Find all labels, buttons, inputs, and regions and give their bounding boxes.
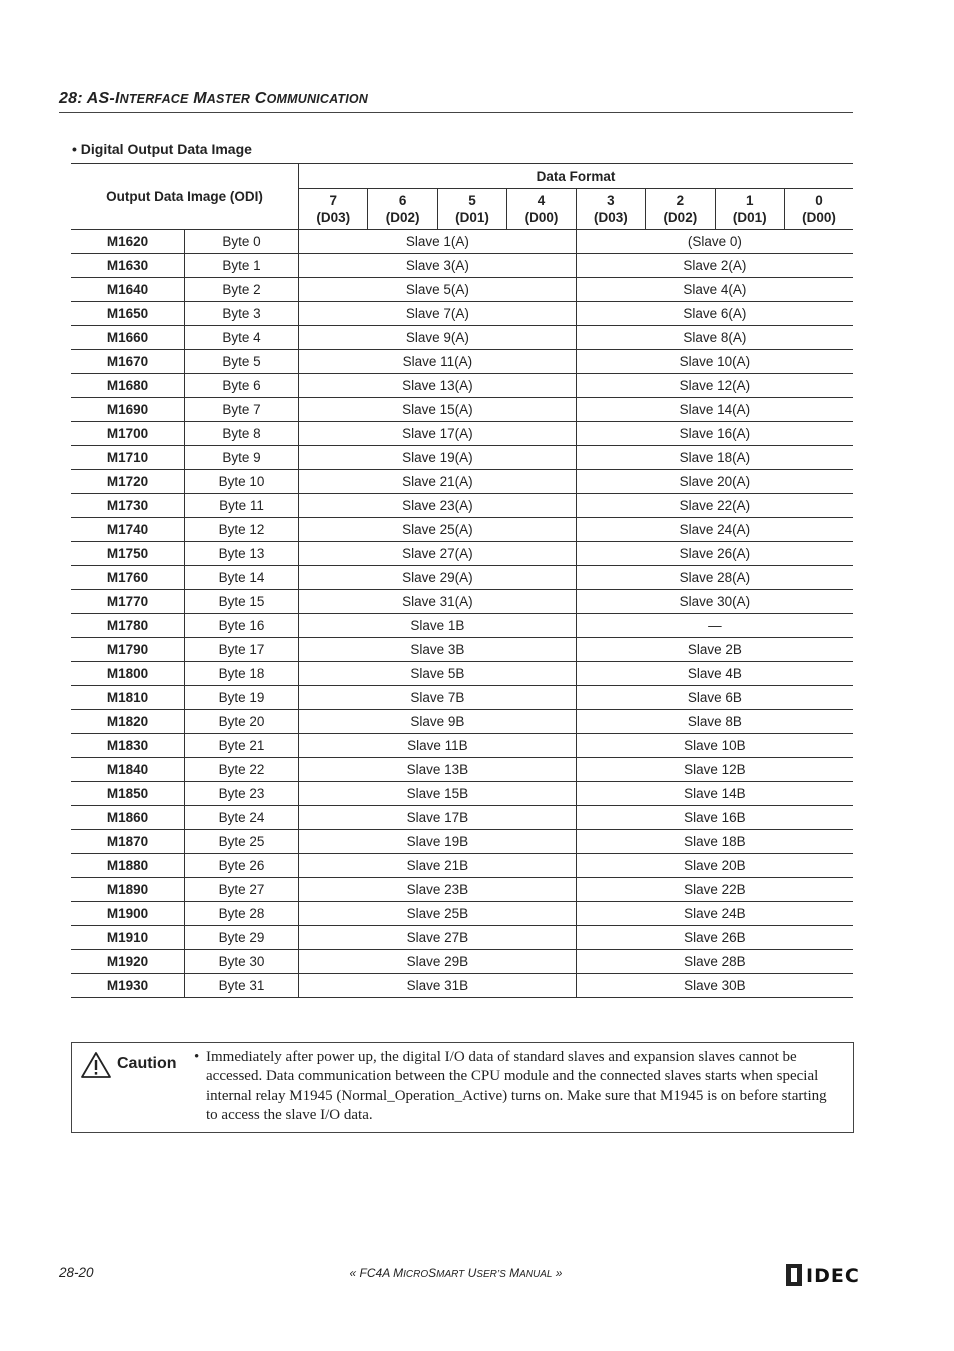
upper-nibble-cell: Slave 11(A) <box>299 350 577 374</box>
byte-cell: Byte 12 <box>185 518 299 542</box>
address-cell: M1760 <box>71 566 185 590</box>
table-row <box>71 854 853 878</box>
upper-nibble-cell: Slave 25B <box>299 902 577 926</box>
table-row <box>71 902 853 926</box>
bit-header-2: 2 (D02) <box>646 189 715 230</box>
table-row <box>71 422 853 446</box>
upper-nibble-cell: Slave 1B <box>299 614 577 638</box>
address-cell: M1860 <box>71 806 185 830</box>
bit-header-0: 0 (D00) <box>784 189 853 230</box>
lower-nibble-cell: Slave 28B <box>576 950 853 974</box>
lower-nibble-cell: Slave 20(A) <box>576 470 853 494</box>
table-row <box>71 230 853 254</box>
lower-nibble-cell: Slave 4(A) <box>576 278 853 302</box>
address-cell: M1730 <box>71 494 185 518</box>
lower-nibble-cell: Slave 22(A) <box>576 494 853 518</box>
address-cell: M1780 <box>71 614 185 638</box>
idec-logo-mark <box>786 1264 802 1286</box>
address-cell: M1850 <box>71 782 185 806</box>
byte-cell: Byte 11 <box>185 494 299 518</box>
lower-nibble-cell: Slave 22B <box>576 878 853 902</box>
lower-nibble-cell: Slave 18(A) <box>576 446 853 470</box>
address-cell: M1740 <box>71 518 185 542</box>
section-title: • Digital Output Data Image <box>72 141 252 157</box>
byte-cell: Byte 2 <box>185 278 299 302</box>
upper-nibble-cell: Slave 17(A) <box>299 422 577 446</box>
lower-nibble-cell: Slave 14B <box>576 782 853 806</box>
byte-cell: Byte 16 <box>185 614 299 638</box>
address-cell: M1680 <box>71 374 185 398</box>
upper-nibble-cell: Slave 31(A) <box>299 590 577 614</box>
byte-cell: Byte 29 <box>185 926 299 950</box>
table-body <box>71 230 853 998</box>
address-cell: M1890 <box>71 878 185 902</box>
table-row <box>71 566 853 590</box>
upper-nibble-cell: Slave 23B <box>299 878 577 902</box>
lower-nibble-cell: (Slave 0) <box>576 230 853 254</box>
address-cell: M1830 <box>71 734 185 758</box>
upper-nibble-cell: Slave 27(A) <box>299 542 577 566</box>
table-row <box>71 278 853 302</box>
lower-nibble-cell: Slave 8(A) <box>576 326 853 350</box>
address-cell: M1920 <box>71 950 185 974</box>
byte-cell: Byte 20 <box>185 710 299 734</box>
address-cell: M1710 <box>71 446 185 470</box>
byte-cell: Byte 3 <box>185 302 299 326</box>
upper-nibble-cell: Slave 19B <box>299 830 577 854</box>
bit-header-5: 5 (D01) <box>437 189 506 230</box>
idec-logo <box>786 1264 860 1287</box>
table-row <box>71 446 853 470</box>
table-row <box>71 782 853 806</box>
table-row <box>71 350 853 374</box>
upper-nibble-cell: Slave 19(A) <box>299 446 577 470</box>
byte-cell: Byte 21 <box>185 734 299 758</box>
byte-cell: Byte 15 <box>185 590 299 614</box>
bit-header-1: 1 (D01) <box>715 189 784 230</box>
table-row <box>71 614 853 638</box>
table-row <box>71 494 853 518</box>
byte-cell: Byte 30 <box>185 950 299 974</box>
address-cell: M1910 <box>71 926 185 950</box>
lower-nibble-cell: Slave 8B <box>576 710 853 734</box>
upper-nibble-cell: Slave 13B <box>299 758 577 782</box>
address-cell: M1800 <box>71 662 185 686</box>
chapter-title <box>59 90 853 113</box>
upper-nibble-cell: Slave 31B <box>299 974 577 998</box>
lower-nibble-cell: Slave 10(A) <box>576 350 853 374</box>
byte-cell: Byte 23 <box>185 782 299 806</box>
lower-nibble-cell: Slave 12(A) <box>576 374 853 398</box>
byte-cell: Byte 5 <box>185 350 299 374</box>
lower-nibble-cell: Slave 2(A) <box>576 254 853 278</box>
caution-label: Caution <box>117 1055 177 1072</box>
byte-cell: Byte 0 <box>185 230 299 254</box>
upper-nibble-cell: Slave 3(A) <box>299 254 577 278</box>
byte-cell: Byte 13 <box>185 542 299 566</box>
address-cell: M1770 <box>71 590 185 614</box>
address-cell: M1930 <box>71 974 185 998</box>
byte-cell: Byte 1 <box>185 254 299 278</box>
lower-nibble-cell: Slave 4B <box>576 662 853 686</box>
upper-nibble-cell: Slave 15(A) <box>299 398 577 422</box>
byte-cell: Byte 9 <box>185 446 299 470</box>
bit-header-6: 6 (D02) <box>368 189 437 230</box>
upper-nibble-cell: Slave 21(A) <box>299 470 577 494</box>
table-row <box>71 758 853 782</box>
caution-box <box>71 1042 854 1133</box>
table-row <box>71 710 853 734</box>
byte-cell: Byte 25 <box>185 830 299 854</box>
data-format-header: Data Format <box>299 164 854 189</box>
byte-cell: Byte 26 <box>185 854 299 878</box>
address-cell: M1720 <box>71 470 185 494</box>
byte-cell: Byte 14 <box>185 566 299 590</box>
output-data-image-table <box>71 163 853 998</box>
lower-nibble-cell: Slave 20B <box>576 854 853 878</box>
upper-nibble-cell: Slave 13(A) <box>299 374 577 398</box>
byte-cell: Byte 31 <box>185 974 299 998</box>
table-row <box>71 398 853 422</box>
lower-nibble-cell: Slave 26(A) <box>576 542 853 566</box>
lower-nibble-cell: Slave 30B <box>576 974 853 998</box>
lower-nibble-cell: Slave 12B <box>576 758 853 782</box>
table-row <box>71 638 853 662</box>
address-cell: M1810 <box>71 686 185 710</box>
upper-nibble-cell: Slave 9B <box>299 710 577 734</box>
address-cell: M1660 <box>71 326 185 350</box>
lower-nibble-cell: Slave 30(A) <box>576 590 853 614</box>
table-row <box>71 662 853 686</box>
byte-cell: Byte 19 <box>185 686 299 710</box>
upper-nibble-cell: Slave 9(A) <box>299 326 577 350</box>
idec-logo-text: IDEC <box>806 1265 860 1287</box>
table-row <box>71 374 853 398</box>
chapter-number: 28: <box>59 90 83 107</box>
lower-nibble-cell: Slave 16B <box>576 806 853 830</box>
bit-header-3: 3 (D03) <box>576 189 645 230</box>
byte-cell: Byte 10 <box>185 470 299 494</box>
table-row <box>71 686 853 710</box>
upper-nibble-cell: Slave 7(A) <box>299 302 577 326</box>
lower-nibble-cell: Slave 26B <box>576 926 853 950</box>
lower-nibble-cell: Slave 6(A) <box>576 302 853 326</box>
table-row <box>71 926 853 950</box>
table-row <box>71 950 853 974</box>
upper-nibble-cell: Slave 21B <box>299 854 577 878</box>
address-cell: M1900 <box>71 902 185 926</box>
address-cell: M1790 <box>71 638 185 662</box>
lower-nibble-cell: Slave 18B <box>576 830 853 854</box>
upper-nibble-cell: Slave 1(A) <box>299 230 577 254</box>
table-row <box>71 734 853 758</box>
bit-header-7: 7 (D03) <box>299 189 368 230</box>
page-number: 28-20 <box>59 1265 94 1280</box>
chapter-title-text: INTERFACE MASTER COMMUNICATION <box>114 90 369 107</box>
upper-nibble-cell: Slave 5(A) <box>299 278 577 302</box>
table-row <box>71 878 853 902</box>
table-row <box>71 254 853 278</box>
table-row <box>71 518 853 542</box>
lower-nibble-cell: Slave 16(A) <box>576 422 853 446</box>
upper-nibble-cell: Slave 11B <box>299 734 577 758</box>
table-row <box>71 302 853 326</box>
byte-cell: Byte 27 <box>185 878 299 902</box>
lower-nibble-cell: Slave 24(A) <box>576 518 853 542</box>
warning-triangle-icon <box>80 1051 112 1079</box>
lower-nibble-cell: Slave 10B <box>576 734 853 758</box>
address-cell: M1750 <box>71 542 185 566</box>
lower-nibble-cell: Slave 28(A) <box>576 566 853 590</box>
address-cell: M1840 <box>71 758 185 782</box>
caution-text <box>194 1048 842 1125</box>
byte-cell: Byte 17 <box>185 638 299 662</box>
byte-cell: Byte 24 <box>185 806 299 830</box>
upper-nibble-cell: Slave 29(A) <box>299 566 577 590</box>
upper-nibble-cell: Slave 23(A) <box>299 494 577 518</box>
upper-nibble-cell: Slave 17B <box>299 806 577 830</box>
upper-nibble-cell: Slave 29B <box>299 950 577 974</box>
address-cell: M1870 <box>71 830 185 854</box>
upper-nibble-cell: Slave 3B <box>299 638 577 662</box>
lower-nibble-cell: — <box>576 614 853 638</box>
table-row <box>71 326 853 350</box>
table-row <box>71 470 853 494</box>
table-row <box>71 590 853 614</box>
lower-nibble-cell: Slave 2B <box>576 638 853 662</box>
table-row <box>71 806 853 830</box>
upper-nibble-cell: Slave 27B <box>299 926 577 950</box>
address-cell: M1630 <box>71 254 185 278</box>
byte-cell: Byte 6 <box>185 374 299 398</box>
caution-bullet: • <box>194 1049 200 1065</box>
table-row <box>71 974 853 998</box>
odi-header: Output Data Image (ODI) <box>71 164 299 230</box>
byte-cell: Byte 28 <box>185 902 299 926</box>
table-row <box>71 542 853 566</box>
upper-nibble-cell: Slave 15B <box>299 782 577 806</box>
address-cell: M1690 <box>71 398 185 422</box>
upper-nibble-cell: Slave 25(A) <box>299 518 577 542</box>
address-cell: M1880 <box>71 854 185 878</box>
address-cell: M1670 <box>71 350 185 374</box>
upper-nibble-cell: Slave 5B <box>299 662 577 686</box>
byte-cell: Byte 8 <box>185 422 299 446</box>
address-cell: M1620 <box>71 230 185 254</box>
address-cell: M1640 <box>71 278 185 302</box>
chapter-prefix: AS- <box>86 90 115 107</box>
byte-cell: Byte 4 <box>185 326 299 350</box>
lower-nibble-cell: Slave 6B <box>576 686 853 710</box>
caution-body: Immediately after power up, the digital I/O data of standard slaves and expansion slaves cannot be accessed. Data communication between the CPU module and the connected slaves starts when special internal relay M1945 (Normal_Operation_Active) turns on. Make sure that M1945 is on before starting to access the slave I/O data. <box>206 1049 827 1123</box>
lower-nibble-cell: Slave 24B <box>576 902 853 926</box>
byte-cell: Byte 18 <box>185 662 299 686</box>
table-row <box>71 830 853 854</box>
byte-cell: Byte 22 <box>185 758 299 782</box>
lower-nibble-cell: Slave 14(A) <box>576 398 853 422</box>
address-cell: M1700 <box>71 422 185 446</box>
manual-title: « FC4A MICROSMART USER’S MANUAL » <box>349 1266 563 1280</box>
bit-header-4: 4 (D00) <box>507 189 576 230</box>
byte-cell: Byte 7 <box>185 398 299 422</box>
upper-nibble-cell: Slave 7B <box>299 686 577 710</box>
address-cell: M1820 <box>71 710 185 734</box>
address-cell: M1650 <box>71 302 185 326</box>
